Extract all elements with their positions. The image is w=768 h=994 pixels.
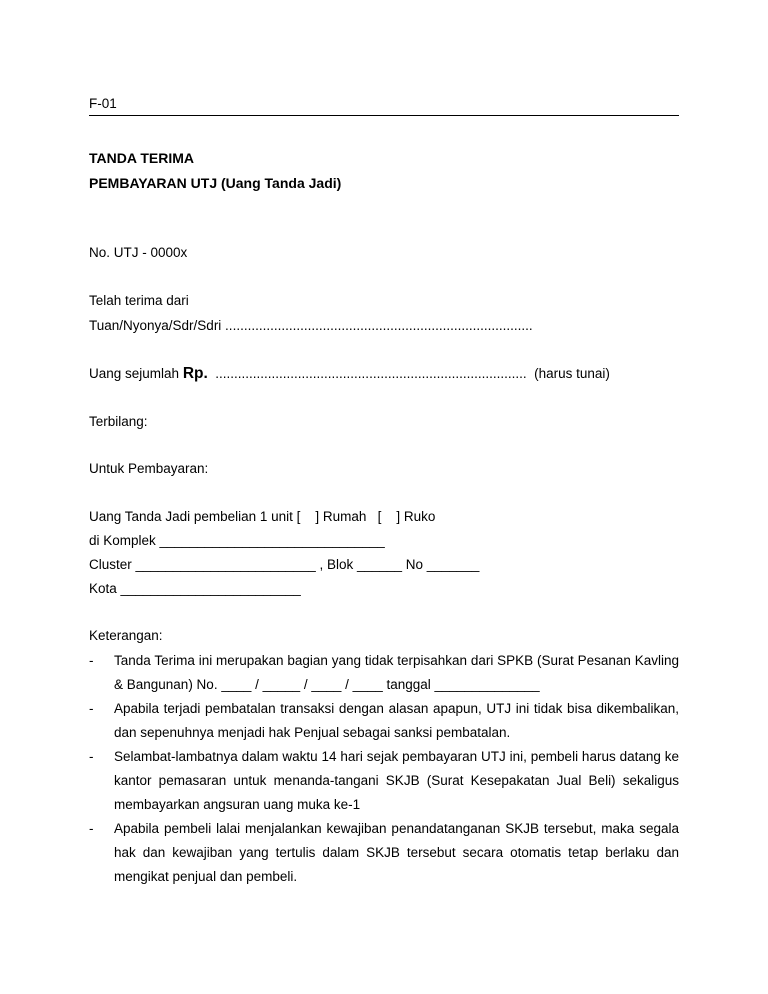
amount-line — [89, 366, 610, 382]
notes-heading: Keterangan: — [89, 628, 163, 643]
bullet-dash: - — [89, 701, 94, 716]
note-text: Apabila pembeli lalai menjalankan kewajiban penandatanganan SKJB tersebut, maka segala hak dan kewajiban yang tertulis dalam SKJB tersebut secara otomatis tetap berlaku dan mengikat penjual dan pembeli. — [114, 821, 679, 884]
document-title: TANDA TERIMA — [89, 150, 194, 166]
in-words-label: Terbilang: — [89, 414, 148, 429]
purpose-heading: Untuk Pembayaran: — [89, 461, 209, 476]
city-line: Kota ________________________ — [89, 581, 301, 596]
note-text: Selambat-lambatnya dalam waktu 14 hari sejak pembayaran UTJ ini, pembeli harus datang ke kantor pemasaran untuk menanda-tangani SKJB (Surat Kesepakatan Jual Beli) sekaligus membayarkan angsuran uang muka ke-1 — [114, 749, 679, 812]
note-text: Tanda Terima ini merupakan bagian yang tidak terpisahkan dari SPKB (Surat Pesanan Kavling & Bangunan) No. ____ / _____ / ____ / ____ tanggal ______________ — [114, 653, 679, 692]
document-subtitle: PEMBAYARAN UTJ (Uang Tanda Jadi) — [89, 175, 342, 191]
bullet-dash: - — [89, 749, 94, 764]
currency-label: Rp. — [182, 365, 208, 382]
utj-number: No. UTJ - 0000x — [89, 245, 188, 260]
bullet-dash: - — [89, 821, 94, 836]
amount-label: Uang sejumlah — [89, 366, 183, 381]
amount-blank: ................................................................................... (harus tunai) — [207, 366, 610, 381]
purchase-type-line: Uang Tanda Jadi pembelian 1 unit [ ] Rumah [ ] Ruko — [89, 509, 436, 524]
recipient-name-line: Tuan/Nyonya/Sdr/Sdri .................................................................................. — [89, 318, 533, 333]
bullet-dash: - — [89, 653, 94, 668]
header-rule — [89, 115, 679, 116]
received-from-label: Telah terima dari — [89, 293, 189, 308]
note-text: Apabila terjadi pembatalan transaksi dengan alasan apapun, UTJ ini tidak bisa dikembalikan, dan sepenuhnya menjadi hak Penjual sebagai sanksi pembatalan. — [114, 701, 679, 740]
complex-line: di Komplek ______________________________ — [89, 533, 385, 548]
form-code: F-01 — [89, 96, 117, 111]
cluster-line: Cluster ________________________ , Blok ______ No _______ — [89, 557, 480, 572]
